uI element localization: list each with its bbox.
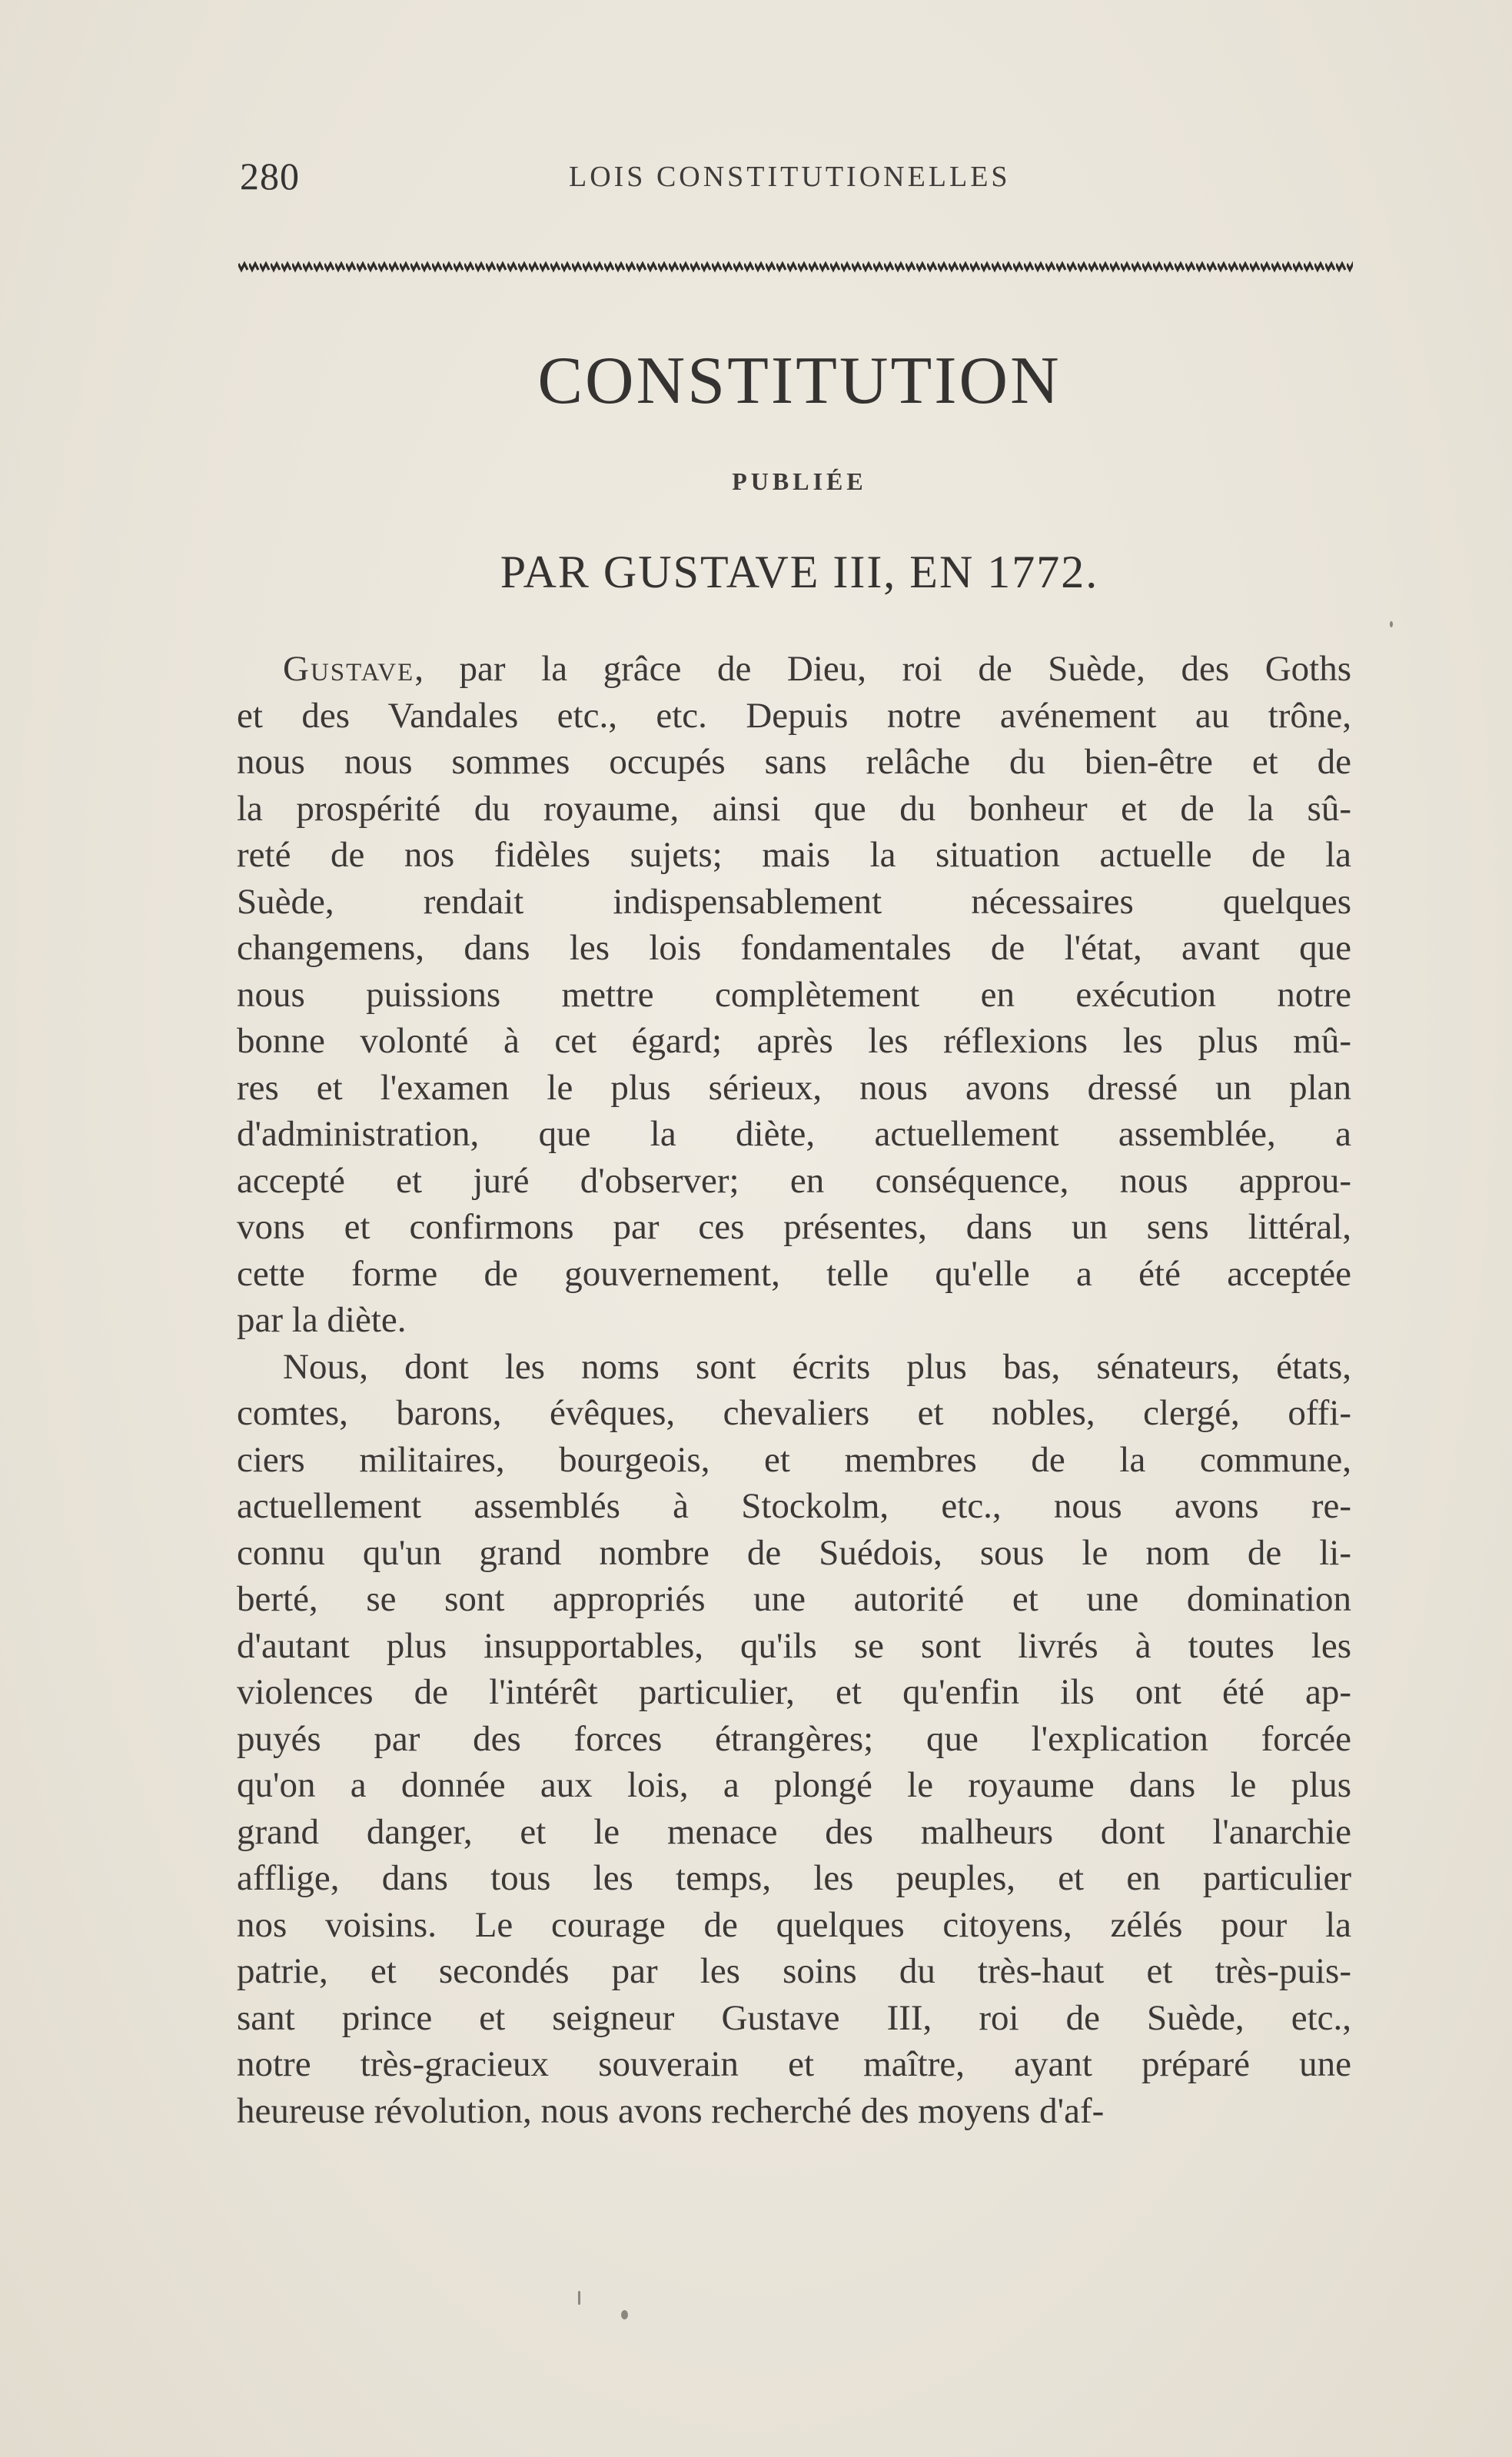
first-word: Gustave: [283, 649, 415, 689]
text-line: changemens, dans les lois fondamentales de l'état, avant que: [237, 928, 1351, 968]
text-line: cette forme de gouvernement, telle qu'elle a été acceptée: [237, 1253, 1351, 1294]
text-line: heureuse révolution, nous avons recherché des moyens d'af-: [237, 2090, 1105, 2131]
text-line: actuellement assemblés à Stockolm, etc., nous avons re-: [237, 1486, 1351, 1526]
ornamental-rule-icon: [238, 260, 1353, 274]
text-line: bonne volonté à cet égard; après les réflexions les plus mû-: [237, 1021, 1351, 1061]
text-line: ciers militaires, bourgeois, et membres de la commune,: [237, 1439, 1351, 1480]
text-line: Gustave, par la grâce de Dieu, roi de Suède, des Goths: [283, 649, 1351, 689]
text-line: reté de nos fidèles sujets; mais la situation actuelle de la: [237, 835, 1351, 875]
document-title-line: PAR GUSTAVE III, EN 1772.: [500, 547, 1099, 597]
text-line: grand danger, et le menace des malheurs dont l'anarchie: [237, 1811, 1351, 1852]
text-line: d'autant plus insupportables, qu'ils se sont livrés à toutes les: [237, 1625, 1351, 1666]
text-line: qu'on a donnée aux lois, a plongé le royaume dans le plus: [237, 1765, 1351, 1805]
paragraph-1: [237, 646, 1351, 1344]
text-line: berté, se sont appropriés une autorité et une domination: [237, 1579, 1351, 1619]
text-line: nous puissions mettre complètement en exécution notre: [237, 974, 1351, 1015]
text-line: la prospérité du royaume, ainsi que du bonheur et de la sû-: [237, 788, 1351, 829]
ornamental-rule: [238, 260, 1353, 274]
text-line: d'administration, que la diète, actuellement assemblée, a: [237, 1114, 1351, 1154]
ink-speck: [621, 2310, 628, 2319]
text-line: comtes, barons, évêques, chevaliers et nobles, clergé, offi-: [237, 1393, 1351, 1433]
text-line: nos voisins. Le courage de quelques citoyens, zélés pour la: [237, 1904, 1351, 1945]
text-line: Nous, dont les noms sont écrits plus bas, sénateurs, états,: [283, 1346, 1351, 1387]
ink-speck: [1390, 621, 1393, 627]
text-line: afflige, dans tous les temps, les peuples, et en particulier: [237, 1858, 1351, 1898]
text-line: et des Vandales etc., etc. Depuis notre avénement au trône,: [237, 695, 1351, 736]
ink-speck: [578, 2291, 580, 2305]
text-line: accepté et juré d'observer; en conséquence, nous approu-: [237, 1160, 1351, 1201]
text-line: connu qu'un grand nombre de Suédois, sous le nom de li-: [237, 1532, 1351, 1573]
text-line: violences de l'intérêt particulier, et qu'enfin ils ont été ap-: [237, 1672, 1351, 1712]
page-number: 280: [240, 155, 300, 198]
text-line: Suède, rendait indispensablement nécessaires quelques: [237, 881, 1351, 922]
paragraph-2: [237, 1344, 1351, 2135]
text-line: notre très-gracieux souverain et maître, ayant préparé une: [237, 2044, 1351, 2084]
text-line: sant prince et seigneur Gustave III, roi de Suède, etc.,: [237, 1997, 1351, 2038]
text-line: res et l'examen le plus sérieux, nous avons dressé un plan: [237, 1067, 1351, 1108]
running-title: LOIS CONSTITUTIONELLES: [569, 161, 1011, 193]
document-subtitle: PUBLIÉE: [732, 467, 867, 495]
text-line: patrie, et secondés par les soins du très-haut et très-puis-: [237, 1951, 1351, 1991]
running-head: [231, 154, 1353, 200]
document-title: CONSTITUTION: [537, 344, 1062, 418]
text-line: nous nous sommes occupés sans relâche du bien-être et de: [237, 742, 1351, 782]
text-line: puyés par des forces étrangères; que l'explication forcée: [237, 1718, 1351, 1759]
text-line: par la diète.: [237, 1300, 407, 1340]
text-line: vons et confirmons par ces présentes, dans un sens littéral,: [237, 1207, 1351, 1247]
body-text: [237, 646, 1351, 2134]
